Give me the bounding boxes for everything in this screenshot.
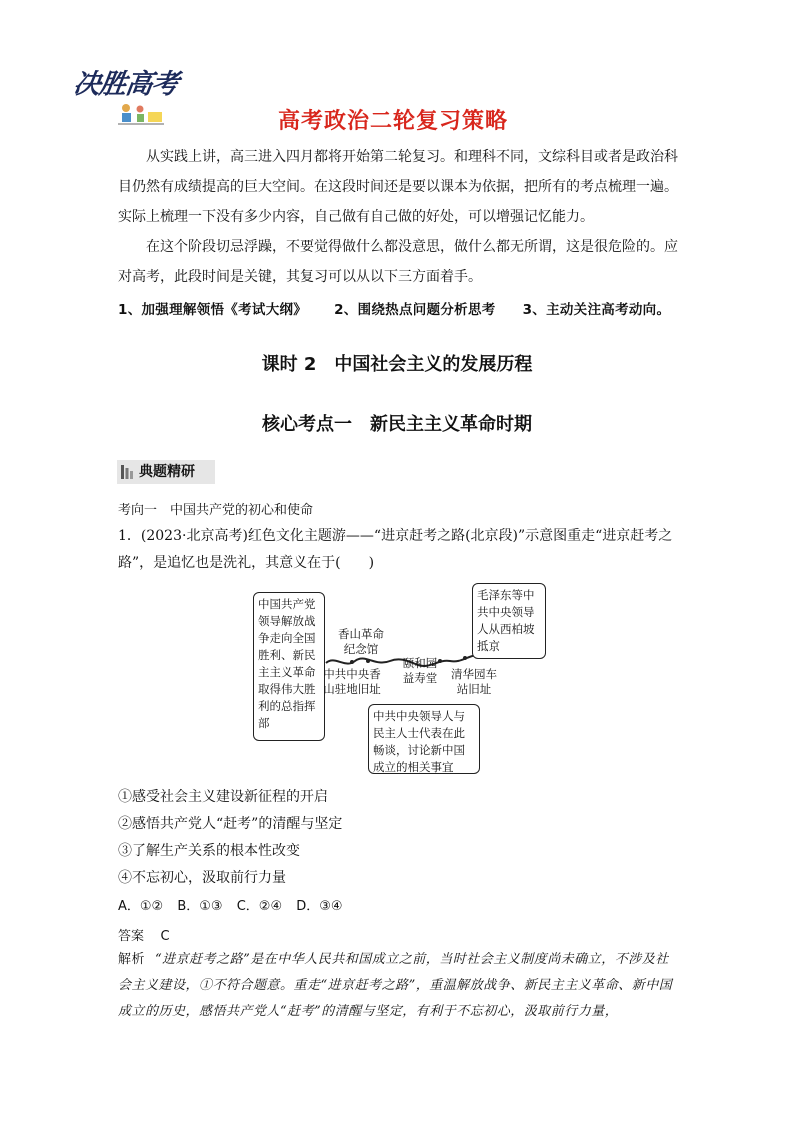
page-title: 高考政治二轮复习策略 [278, 109, 509, 134]
logo-text: 决胜高考 [71, 69, 180, 100]
lesson-title: 课时 2 中国社会主义的发展历程 [261, 354, 533, 375]
answer-line [118, 925, 170, 944]
core-topic-title: 核心考点一 新民主主义革命时期 [262, 414, 532, 435]
brand-logo [71, 62, 186, 132]
diagram-box-left: 中国共产党领导解放战争走向全国胜利、新民主主义革命取得伟大胜利的总指挥部 [253, 592, 325, 741]
choice-a: A．①② [118, 899, 164, 914]
choice-d: D．③④ [296, 899, 343, 914]
intro-paragraph-2: 在这个阶段切忌浮躁，不要觉得做什么都没意思，做什么都无所谓，这是很危险的。应对高考，此段时间是关键，其复习可以从以下三方面着手。 [118, 239, 678, 285]
logo-figures-icon [112, 100, 168, 126]
section-tag [117, 460, 215, 484]
bars-icon [121, 465, 133, 479]
key-points [118, 298, 692, 318]
explanation-text: “进京赶考之路”是在中华人民共和国成立之前，当时社会主义制度尚未确立，不涉及社会主义建设，①不符合题意。重走“进京赶考之路”，重温解放战争、新民主主义革命、新中国成立的历史，感悟共产党人“赶考”的清醒与坚定，有利于不忘初心，汲取前行力量， [118, 952, 673, 1019]
option-2: ②感悟共产党人“赶考”的清醒与坚定 [118, 816, 343, 832]
stop-xiangshan-memorial: 香山革命纪念馆 [338, 627, 384, 656]
explanation [118, 947, 678, 1025]
choice-b: B．①③ [177, 899, 223, 914]
diagram-box-right: 毛泽东等中共中央领导人从西柏坡抵京 [472, 583, 546, 659]
option-1: ①感受社会主义建设新征程的开启 [118, 789, 328, 805]
key-point-2: 2、围绕热点问题分析思考 [334, 302, 496, 318]
stop-xiangshan-site: 中共中央香山驻地旧址 [323, 667, 381, 696]
question-stem: 1．(2023·北京高考)红色文化主题游——“进京赶考之路(北京段)”示意图重走“进京赶考之路”，是追忆也是洗礼，其意义在于( ) [118, 528, 673, 571]
diagram-box-bottom: 中共中央领导人与民主人士代表在此畅谈，讨论新中国成立的相关事宜 [368, 704, 480, 774]
option-3: ③了解生产关系的根本性改变 [118, 843, 300, 859]
answer-label: 答案 [118, 929, 145, 944]
option-4: ④不忘初心，汲取前行力量 [118, 870, 286, 886]
key-point-3: 3、主动关注高考动向。 [522, 302, 671, 318]
choice-c: C．②④ [236, 899, 283, 914]
intro-paragraph-1: 从实践上讲，高三进入四月都将开始第二轮复习。和理科不同，文综科目或者是政治科目仍然有成绩提高的巨大空间。在这段时间还是要以课本为依据，把所有的考点梳理一遍。实际上梳理一下没有多少内容，自己做有自己做的好处，可以增强记忆能力。 [118, 149, 678, 225]
key-point-1: 1、加强理解领悟《考试大纲》 [118, 302, 308, 318]
stop-summer-palace: 颐和园益寿堂 [402, 656, 438, 685]
route-diagram [240, 583, 550, 775]
stop-qinghuayuan-station: 清华园车站旧址 [451, 667, 497, 696]
explanation-label: 解析 [118, 952, 146, 967]
section-tag-label: 典题精研 [139, 464, 195, 480]
choice-list [118, 895, 353, 914]
answer-value: C [160, 929, 170, 944]
direction-heading: 考向一 中国共产党的初心和使命 [118, 503, 314, 518]
